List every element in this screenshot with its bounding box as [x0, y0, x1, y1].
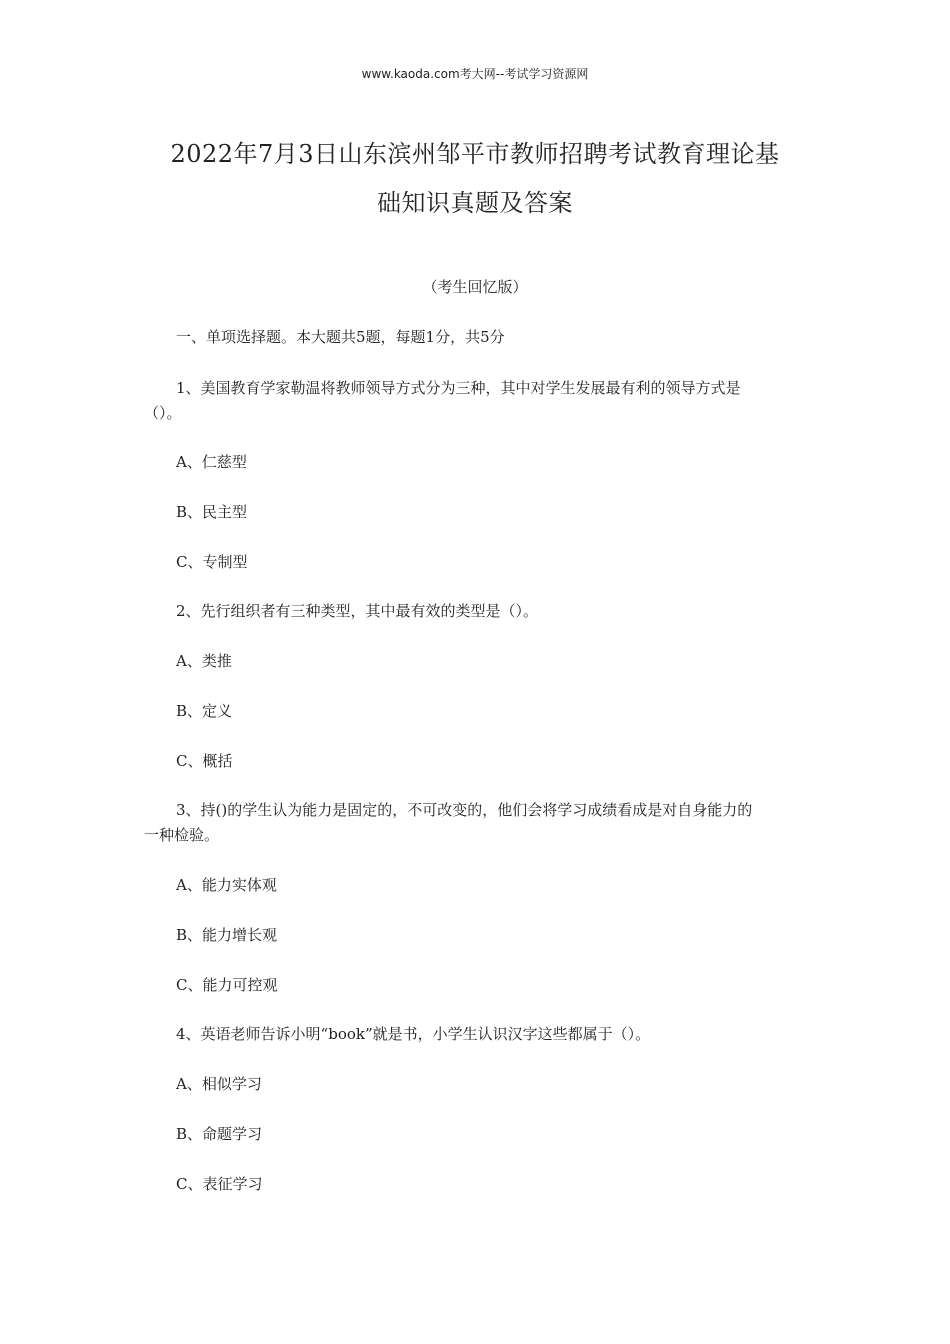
- page-header: [0, 65, 950, 82]
- question-3-option-c: C、能力可控观: [176, 976, 278, 994]
- question-1-stem: 1、美国教育学家勒温将教师领导方式分为三种，其中对学生发展最有利的领导方式是: [176, 379, 741, 397]
- question-2-option-b: B、定义: [176, 702, 233, 720]
- question-3-stem: 3、持()的学生认为能力是固定的，不可改变的，他们会将学习成绩看成是对自身能力的: [176, 801, 753, 819]
- question-4-stem: 4、英语老师告诉小明“book”就是书，小学生认识汉字这些都属于（）。: [176, 1025, 651, 1043]
- header-tagline: 考大网--考试学习资源网: [459, 67, 589, 81]
- question-1-stem-cont: （）。: [144, 404, 182, 422]
- question-2-option-a: A、类推: [176, 652, 232, 670]
- header-site: www.kaoda.com: [361, 67, 460, 81]
- question-2-option-c: C、概括: [176, 752, 233, 770]
- question-2-stem: 2、先行组织者有三种类型，其中最有效的类型是（）。: [176, 602, 539, 620]
- question-4-option-c: C、表征学习: [176, 1175, 263, 1193]
- question-3-option-b: B、能力增长观: [176, 926, 278, 944]
- section-heading: 一、单项选择题。本大题共5题，每题1分，共5分: [176, 328, 505, 346]
- question-4-option-a: A、相似学习: [176, 1075, 262, 1093]
- question-3-stem-cont: 一种检验。: [144, 826, 220, 844]
- document-title-line-2: 础知识真题及答案: [377, 189, 573, 217]
- question-4-option-b: B、命题学习: [176, 1125, 263, 1143]
- question-1-option-c: C、专制型: [176, 553, 248, 571]
- question-1-option-a: A、仁慈型: [176, 453, 247, 471]
- document-title-line-1: 2022年7月3日山东滨州邹平市教师招聘考试教育理论基: [170, 140, 780, 168]
- document-subtitle: （考生回忆版）: [422, 278, 528, 296]
- question-1-option-b: B、民主型: [176, 503, 248, 521]
- question-3-option-a: A、能力实体观: [176, 876, 277, 894]
